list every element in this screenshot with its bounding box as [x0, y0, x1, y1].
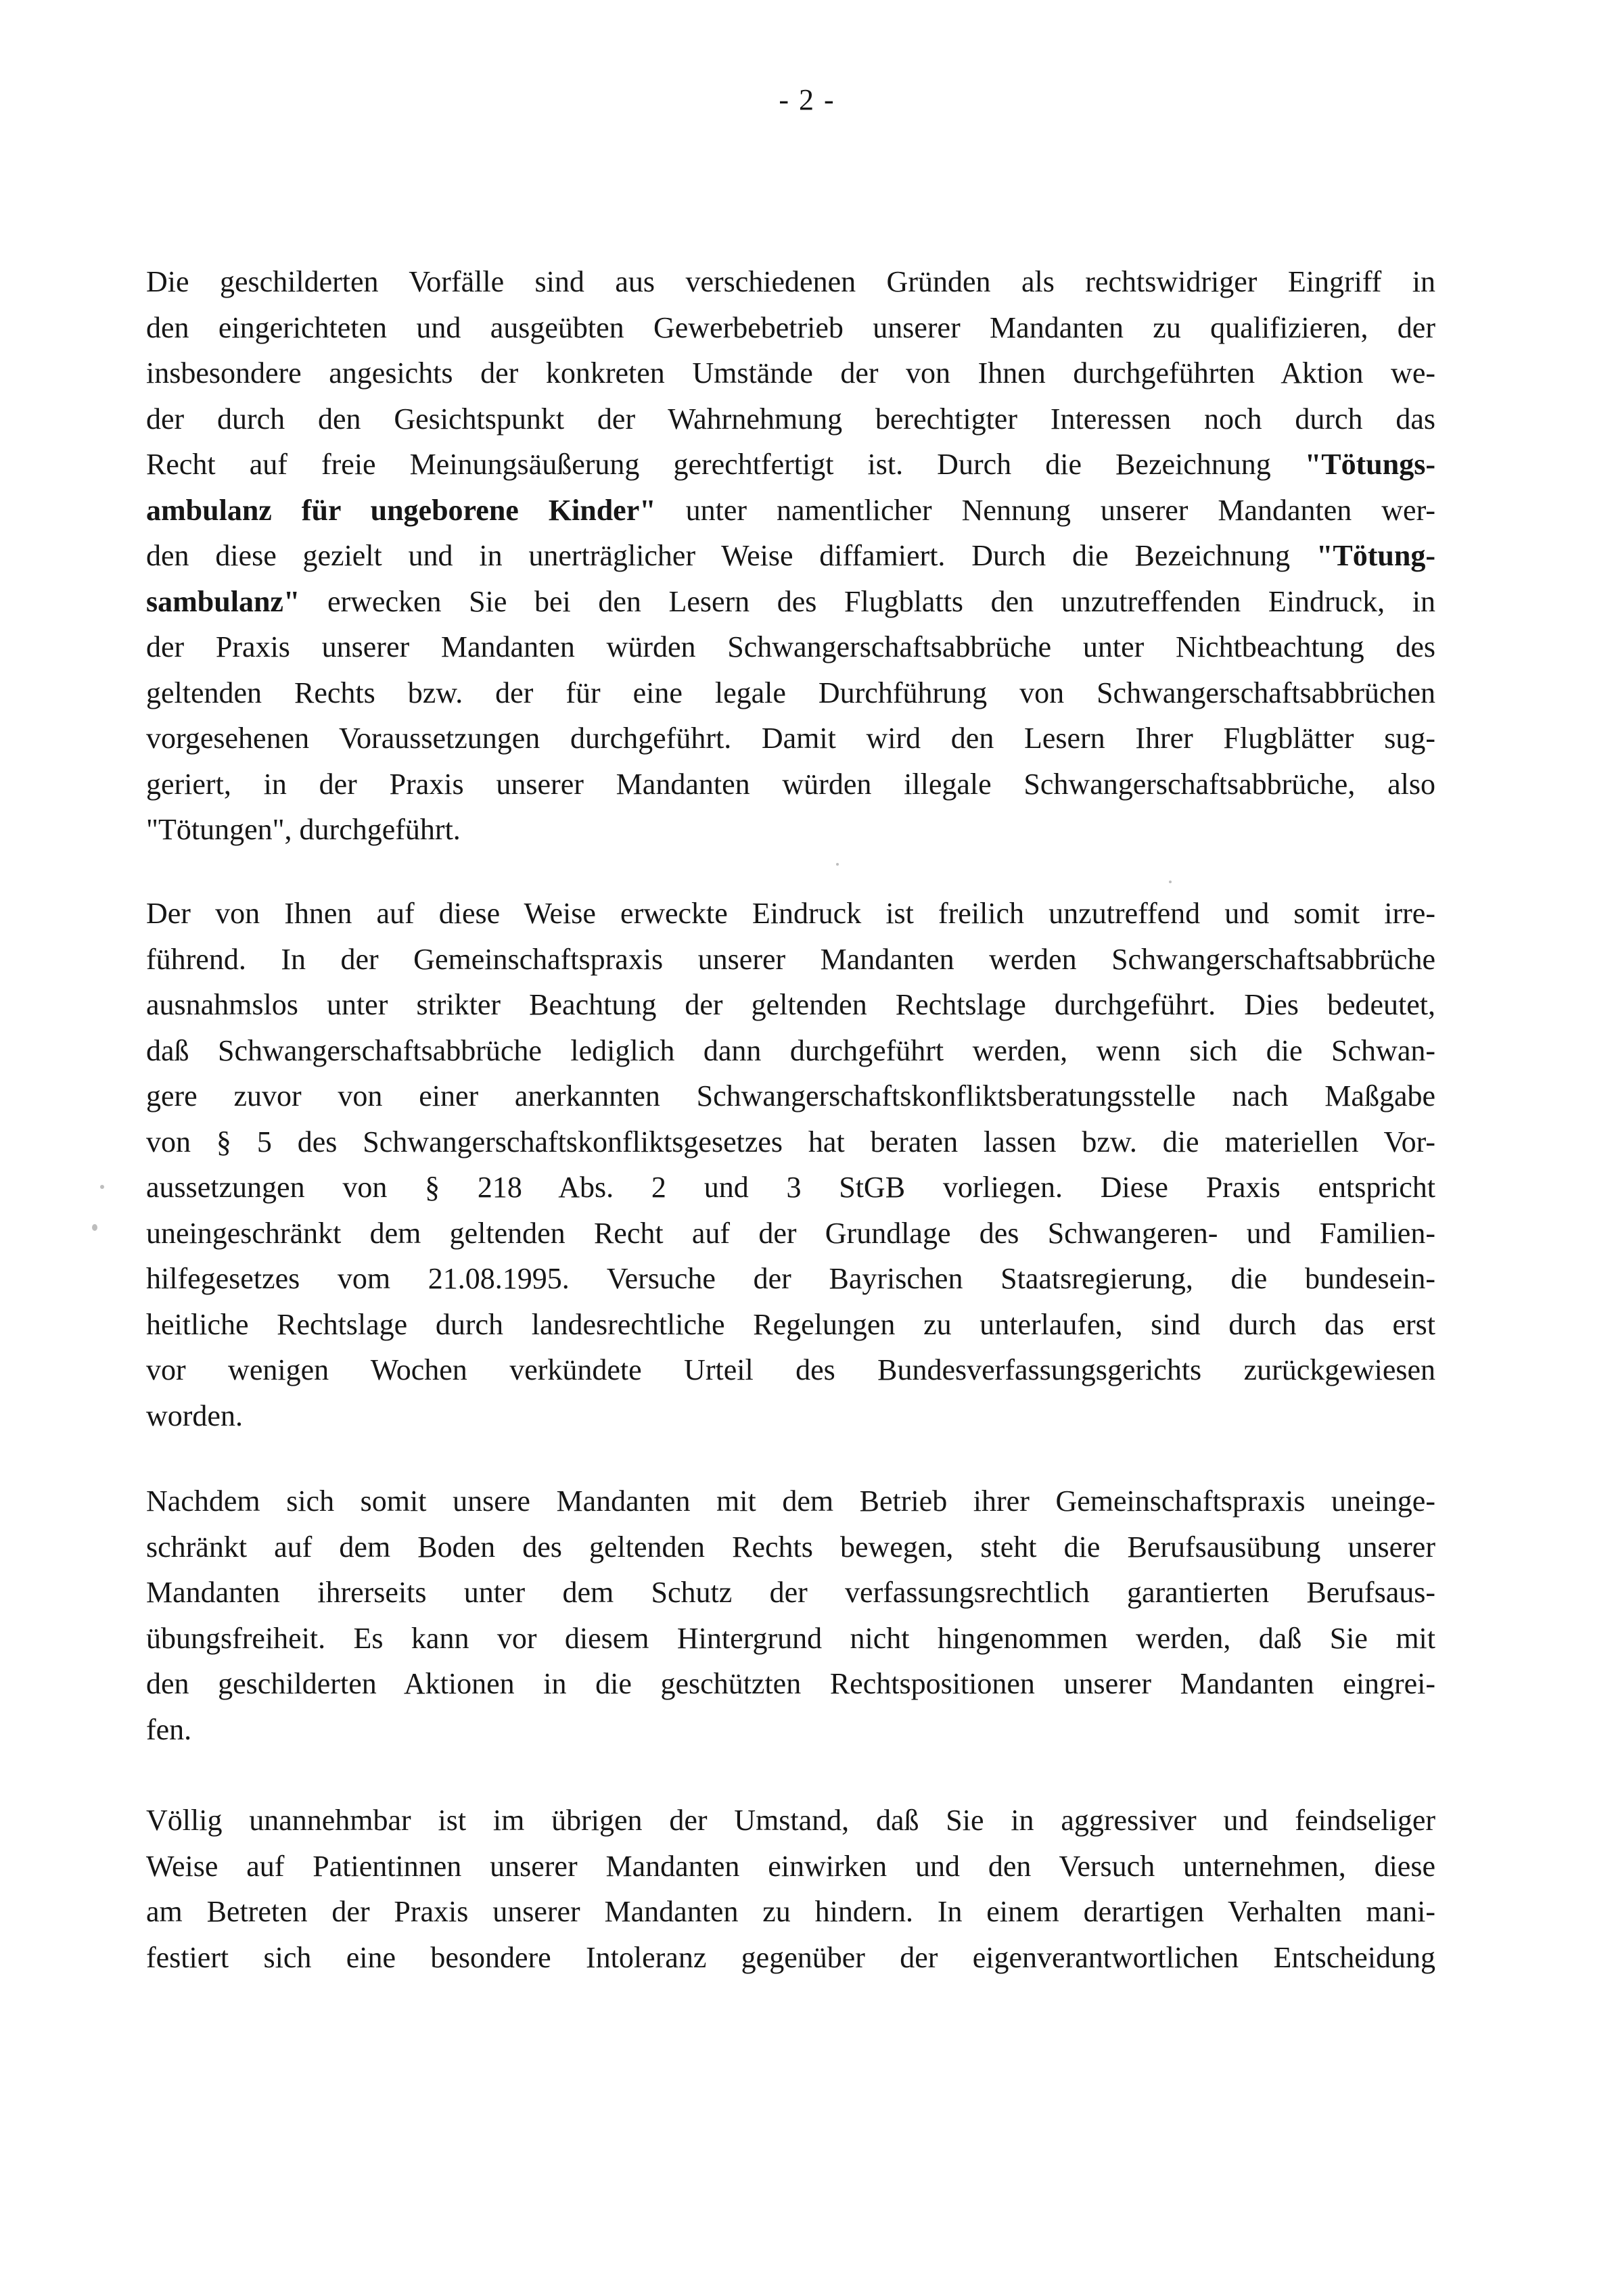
- paragraph-line: Weise auf Patientinnen unserer Mandanten einwirken und den Versuch unternehmen, diese: [146, 1849, 1435, 1883]
- paragraph-line: aussetzungen von § 218 Abs. 2 und 3 StGB vorliegen. Diese Praxis entspricht: [146, 1171, 1435, 1204]
- paragraph-line: fen.: [146, 1712, 192, 1746]
- paragraph-line: Recht auf freie Meinungsäußerung gerechtfertigt ist. Durch die Bezeichnung "Tötungs-: [146, 448, 1435, 481]
- paragraph-line: vor wenigen Wochen verkündete Urteil des Bundesverfassungsgerichts zurückgewiesen: [146, 1353, 1435, 1386]
- paragraph-3: [146, 1478, 1435, 1752]
- bold-phrase: ambulanz für ungeborene Kinder": [146, 493, 656, 527]
- paragraph-line: den diese gezielt und in unerträglicher Weise diffamiert. Durch die Bezeichnung "Tötung-: [146, 539, 1435, 572]
- paragraph-line: Die geschilderten Vorfälle sind aus verschiedenen Gründen als rechtswidriger Eingriff in: [146, 265, 1435, 298]
- paragraph-line: Nachdem sich somit unsere Mandanten mit dem Betrieb ihrer Gemeinschaftspraxis uneinge-: [146, 1484, 1435, 1518]
- paragraph-line: geriert, in der Praxis unserer Mandanten würden illegale Schwangerschaftsabbrüche, also: [146, 767, 1435, 801]
- paragraph-line: geltenden Rechts bzw. der für eine legale Durchführung von Schwangerschaftsabbrüchen: [146, 676, 1435, 709]
- paragraph-line: worden.: [146, 1399, 243, 1432]
- paragraph-line: übungsfreiheit. Es kann vor diesem Hintergrund nicht hingenommen werden, daß Sie mit: [146, 1621, 1435, 1655]
- paragraph-line: ambulanz für ungeborene Kinder" unter namentlicher Nennung unserer Mandanten wer-: [146, 493, 1436, 527]
- paragraph-line: festiert sich eine besondere Intoleranz gegenüber der eigenverantwortlichen Entscheidung: [146, 1940, 1435, 1974]
- paragraph-line: hilfegesetzes vom 21.08.1995. Versuche der Bayrischen Staatsregierung, die bundesein-: [146, 1262, 1435, 1295]
- paragraph-line: sambulanz" erwecken Sie bei den Lesern des Flugblatts den unzutreffenden Eindruck, in: [146, 584, 1435, 618]
- paragraph-1: [146, 259, 1435, 853]
- bold-phrase: sambulanz": [146, 584, 300, 618]
- paragraph-line: Mandanten ihrerseits unter dem Schutz der verfassungsrechtlich garantierten Berufsaus-: [146, 1576, 1435, 1609]
- paragraph-line: uneingeschränkt dem geltenden Recht auf der Grundlage des Schwangeren- und Familien-: [146, 1216, 1435, 1250]
- paragraph-line: führend. In der Gemeinschaftspraxis unserer Mandanten werden Schwangerschaftsabbrüche: [146, 942, 1435, 976]
- paragraph-2: [146, 891, 1435, 1438]
- paragraph-line: schränkt auf dem Boden des geltenden Rechts bewegen, steht die Berufsausübung unserer: [146, 1530, 1435, 1564]
- paragraph-line: heitliche Rechtslage durch landesrechtliche Regelungen zu unterlaufen, sind durch das erst: [146, 1307, 1435, 1341]
- paragraph-line: "Tötungen", durchgeführt.: [146, 813, 461, 846]
- paragraph-line: der Praxis unserer Mandanten würden Schwangerschaftsabbrüche unter Nichtbeachtung des: [146, 630, 1435, 663]
- paragraph-line: am Betreten der Praxis unserer Mandanten zu hindern. In einem derartigen Verhalten mani-: [146, 1895, 1435, 1928]
- bold-phrase: "Tötung-: [1316, 539, 1435, 572]
- scan-speck: [1169, 881, 1172, 883]
- scan-speck: [100, 1185, 104, 1189]
- paragraph-line: Der von Ihnen auf diese Weise erweckte Eindruck ist freilich unzutreffend und somit irre-: [146, 897, 1435, 930]
- paragraph-line: gere zuvor von einer anerkannten Schwangerschaftskonfliktsberatungsstelle nach Maßgabe: [146, 1079, 1435, 1112]
- paragraph-line: der durch den Gesichtspunkt der Wahrnehmung berechtigter Interessen noch durch das: [146, 402, 1435, 436]
- paragraph-line: den eingerichteten und ausgeübten Gewerbebetrieb unserer Mandanten zu qualifizieren, der: [146, 310, 1435, 344]
- paragraph-line: Völlig unannehmbar ist im übrigen der Umstand, daß Sie in aggressiver und feindseliger: [146, 1804, 1435, 1837]
- paragraph-line: von § 5 des Schwangerschaftskonfliktsgesetzes hat beraten lassen bzw. die materiellen Vor-: [146, 1125, 1435, 1158]
- paragraph-line: insbesondere angesichts der konkreten Umstände der von Ihnen durchgeführten Aktion we-: [146, 356, 1435, 390]
- scan-speck: [92, 1224, 97, 1231]
- paragraph-line: vorgesehenen Voraussetzungen durchgeführt. Damit wird den Lesern Ihrer Flugblätter sug-: [146, 722, 1435, 755]
- paragraph-line: ausnahmslos unter strikter Beachtung der geltenden Rechtslage durchgeführt. Dies bedeutet,: [146, 988, 1435, 1021]
- page-number: - 2 -: [779, 83, 835, 116]
- paragraph-line: daß Schwangerschaftsabbrüche lediglich dann durchgeführt werden, wenn sich die Schwan-: [146, 1033, 1435, 1067]
- paragraph-4: [146, 1798, 1435, 1980]
- paragraph-line: den geschilderten Aktionen in die geschützten Rechtspositionen unserer Mandanten eingrei-: [146, 1667, 1435, 1700]
- scan-speck: [836, 863, 839, 866]
- bold-phrase: "Tötungs-: [1304, 448, 1435, 481]
